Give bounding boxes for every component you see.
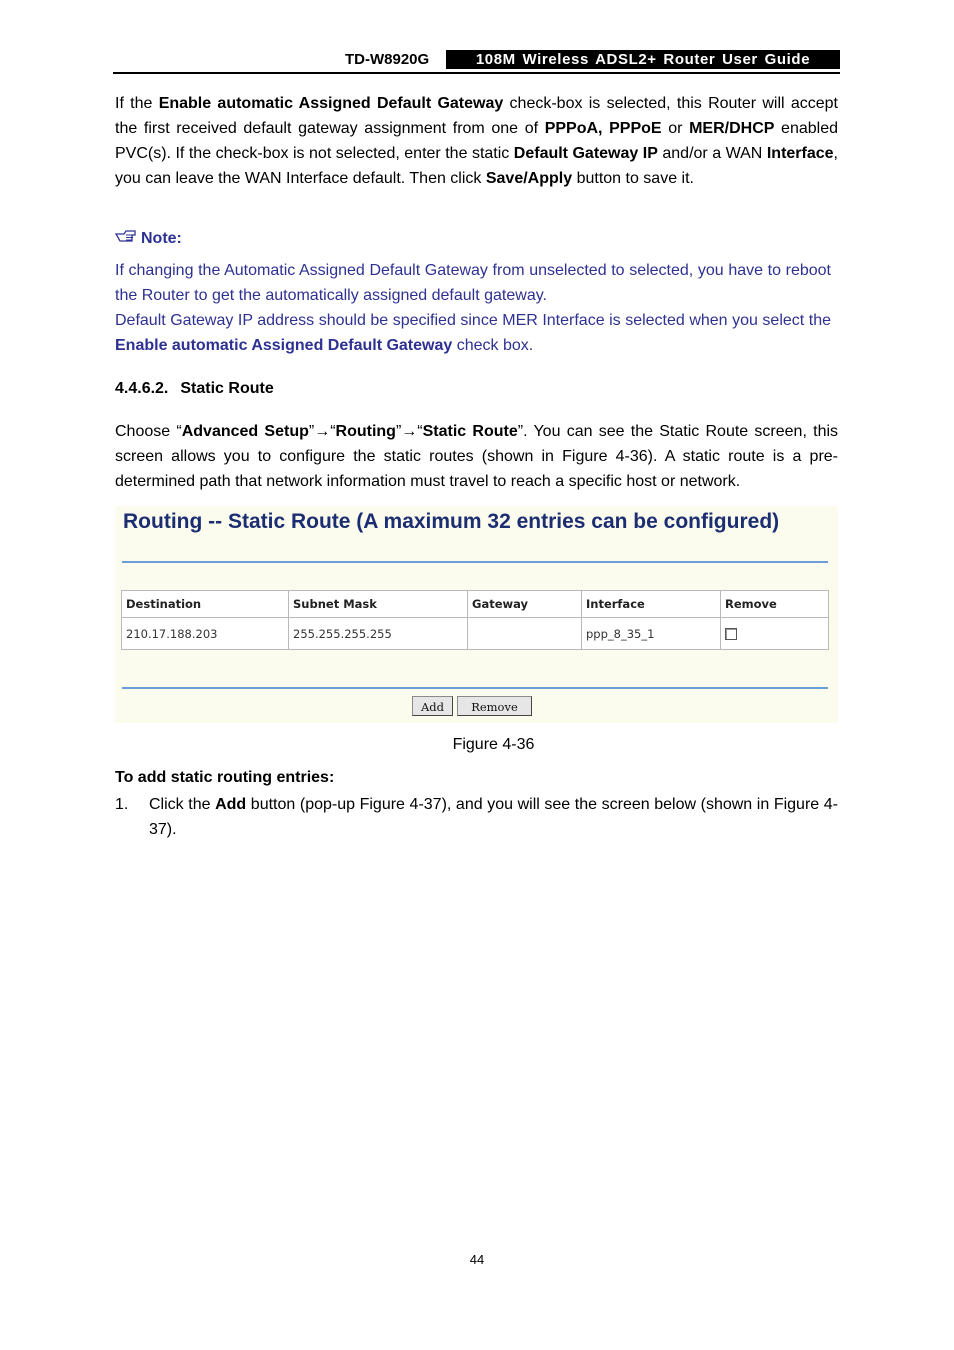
cell-remove	[721, 618, 829, 650]
text: enabled PVC(s). If the check-box is not selected, enter the static	[115, 120, 838, 162]
cell-destination: 210.17.188.203	[122, 618, 289, 650]
step-1	[115, 792, 838, 842]
note-heading	[115, 229, 182, 248]
text: or	[661, 120, 690, 137]
arrow-right-icon: →	[314, 423, 331, 440]
note-label: Note:	[141, 230, 182, 247]
note-line-2	[115, 308, 831, 358]
section-heading	[115, 380, 274, 398]
step-text	[149, 792, 838, 842]
static-route-screenshot	[115, 506, 838, 723]
text: If the	[115, 95, 159, 112]
intro-paragraph	[115, 91, 838, 191]
static-route-table	[121, 590, 829, 650]
cell-subnet-mask: 255.255.255.255	[289, 618, 468, 650]
text: button (pop-up Figure 4-37), and you will see the screen below (shown in Figure 4-37).	[149, 796, 839, 838]
table-header-row	[122, 591, 829, 618]
text: and/or a WAN	[657, 145, 767, 162]
menu-routing: Routing	[335, 423, 396, 440]
figure-caption: Figure 4-36	[452, 736, 535, 753]
text: “	[417, 423, 423, 440]
text: check-box is selected, this Router will accept the first received default gateway assignment from one of	[115, 95, 838, 137]
menu-static-route: Static Route	[422, 423, 518, 440]
term-enable-auto-gateway: Enable automatic Assigned Default Gateway	[115, 337, 453, 354]
remove-button[interactable]: Remove	[457, 696, 532, 716]
text: ”	[395, 423, 402, 440]
section-number: 4.4.6.2.	[115, 380, 169, 397]
text: ”. You can see the Static Route screen, this screen allows you to configure the static routes (shown in Figure 4-36). A static route is a pre-determined path that network information must travel to reach a specific host or network.	[115, 423, 839, 490]
term-enable-auto-gateway: Enable automatic Assigned Default Gateway	[158, 95, 504, 112]
table-row	[122, 618, 829, 650]
cell-gateway	[468, 618, 582, 650]
add-entries-heading: To add static routing entries:	[115, 769, 335, 786]
section-title: Static Route	[180, 380, 274, 397]
divider	[122, 687, 828, 689]
text: check box.	[452, 337, 534, 354]
figure-title: Routing -- Static Route (A maximum 32 entries can be configured)	[123, 510, 780, 533]
cell-interface: ppp_8_35_1	[582, 618, 721, 650]
text: , you can leave the WAN Interface default. Then click	[115, 145, 838, 187]
term-save-apply: Save/Apply	[485, 170, 573, 187]
page-header	[113, 50, 840, 74]
text: “	[330, 423, 336, 440]
term-interface: Interface	[766, 145, 834, 162]
text: ”	[308, 423, 315, 440]
term-pppoa-pppoe: PPPoA, PPPoE	[544, 120, 662, 137]
term-add: Add	[215, 796, 247, 813]
choose-paragraph	[115, 419, 838, 494]
note-line-1: If changing the Automatic Assigned Default Gateway from unselected to selected, you have to reboot the Router to get the automatically assigned default gateway.	[115, 262, 831, 304]
column-interface: Interface	[582, 591, 721, 618]
column-gateway: Gateway	[468, 591, 582, 618]
divider	[122, 561, 828, 563]
arrow-right-icon: →	[401, 423, 418, 440]
column-subnet-mask: Subnet Mask	[289, 591, 468, 618]
menu-advanced-setup: Advanced Setup	[181, 423, 309, 440]
text: Default Gateway IP address should be specified since MER Interface is selected when you select the	[115, 312, 831, 329]
term-mer-dhcp: MER/DHCP	[689, 120, 775, 137]
page-number: 44	[469, 1252, 485, 1267]
text: Choose “	[115, 423, 182, 440]
text: Click the	[149, 796, 216, 813]
header-model: TD-W8920G	[345, 51, 430, 68]
add-button[interactable]: Add	[412, 696, 453, 716]
column-remove: Remove	[721, 591, 829, 618]
header-title: 108M Wireless ADSL2+ Router User Guide	[446, 50, 840, 69]
remove-checkbox[interactable]	[725, 628, 737, 640]
pointing-hand-icon	[115, 229, 141, 248]
step-number: 1.	[115, 796, 129, 813]
text: button to save it.	[572, 170, 694, 187]
term-default-gateway-ip: Default Gateway IP	[513, 145, 658, 162]
column-destination: Destination	[122, 591, 289, 618]
